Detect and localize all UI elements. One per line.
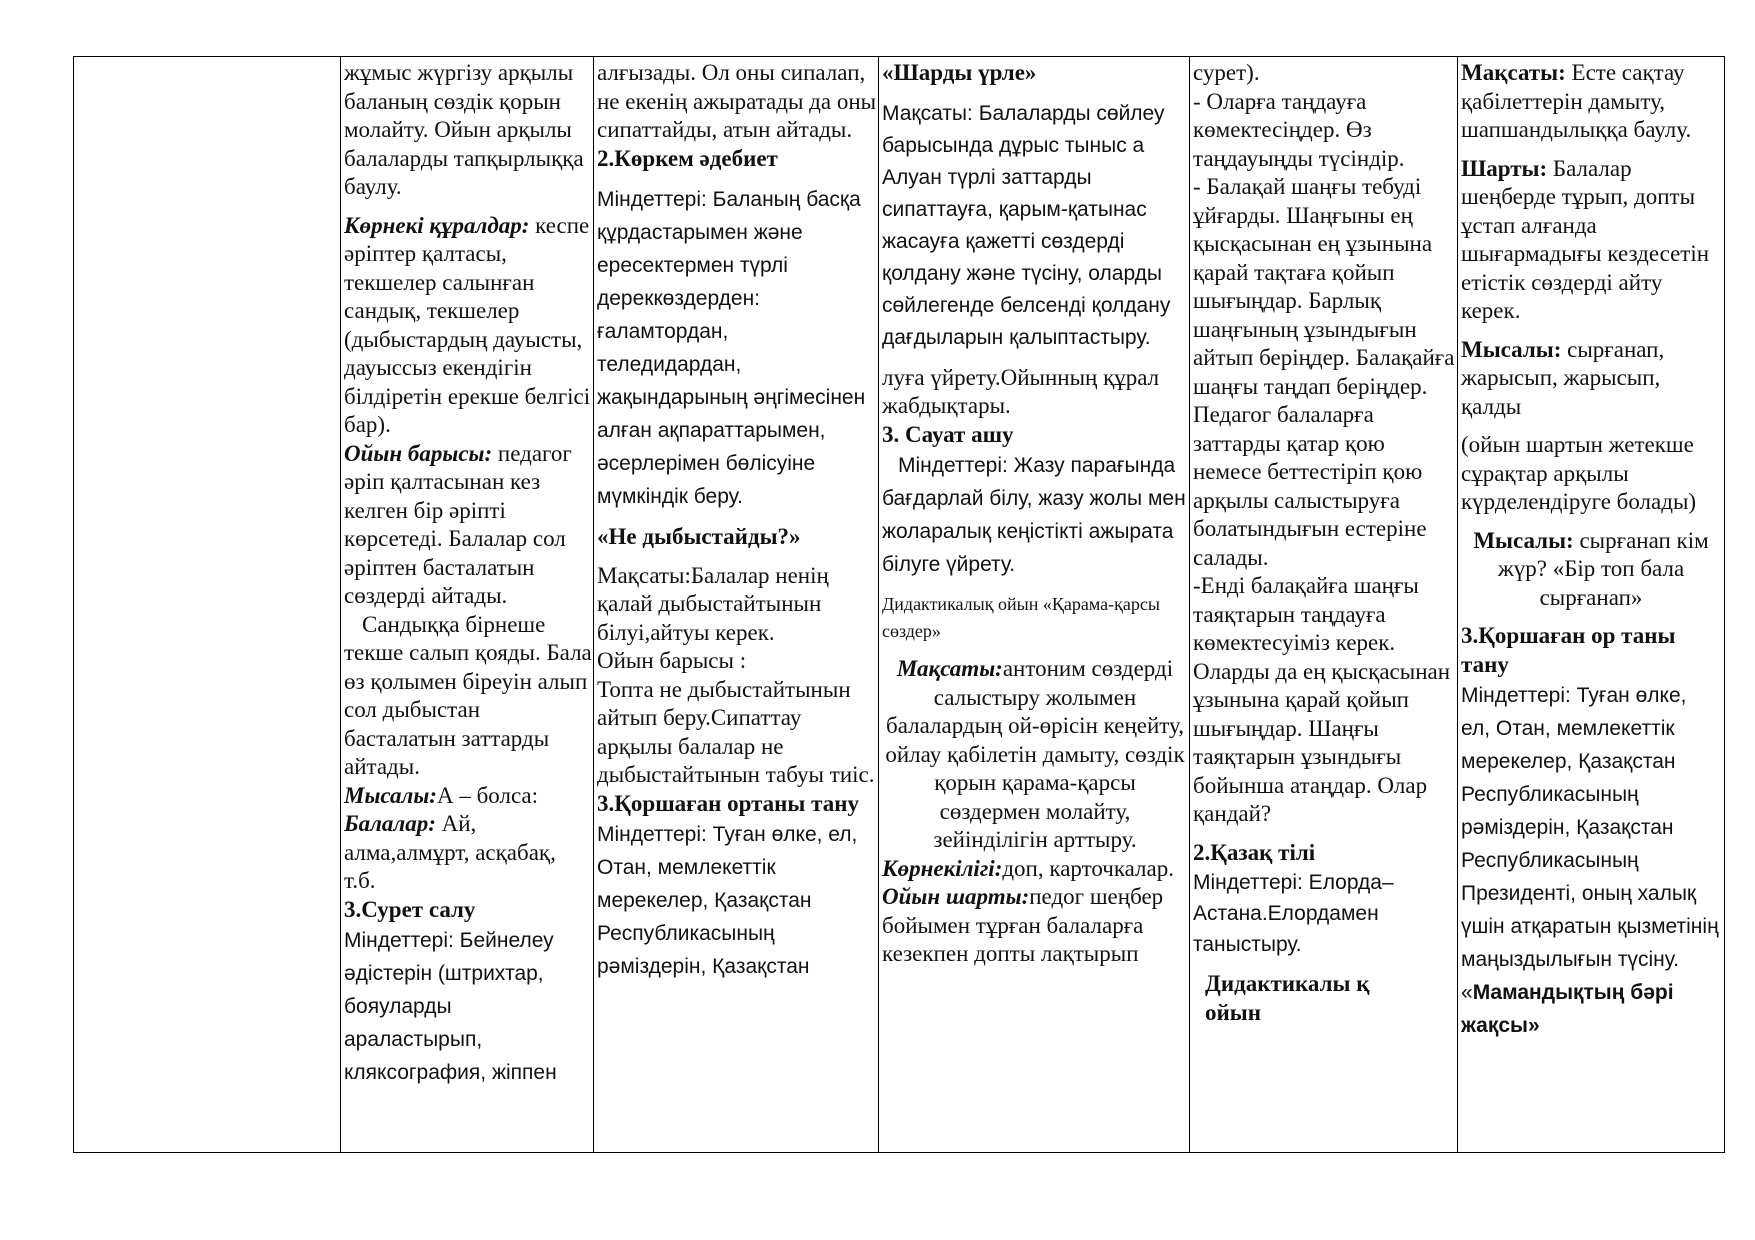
example-text: сырғанап кім жүр? «Бір топ бала сырғанап» (1497, 527, 1709, 610)
section-heading: 3.Қоршаған ор таны тану (1461, 623, 1676, 677)
goal-text: Есте сақтау қабілеттерін дамыту, шапшандылыққа баулу. (1461, 60, 1692, 142)
paragraph: жұмыс жүргізу арқылы баланың сөздік қорын молайту. Ойын арқылы балаларды тапқырлыққа баулу. (344, 60, 584, 199)
goal-label: Мақсаты: (896, 656, 1003, 681)
didactic-game-heading: Дидактикалы қ ойын (1205, 971, 1370, 1025)
paragraph: - Балақай шаңғы тебуді ұйғарды. Шаңғыны ең қысқасынан ең ұзынына қарай тақтаға қойып шығыңдар. Барлық шаңғының ұзындығын айтып беріңдер. Балақайға шаңғы таңдап беріңдер. (1193, 174, 1455, 399)
rules-label: Ойын шарты: (882, 884, 1030, 909)
goal-text: антоним сөздерді салыстыру жолымен балалардың ой-өрісін кеңейту, ойлау қабілетін дамыту, сөздік қорын қарама-қарсы сөздермен молайту, зейінділігін арттыру. (885, 656, 1185, 852)
section-heading: 3. Сауат ашу (882, 421, 1014, 447)
visual-aids-paragraph (344, 212, 592, 440)
goal-paragraph (882, 655, 1188, 855)
tasks-paragraph: Міндеттері: Туған өлке, ел, Отан, мемлекеттік мерекелер, Қазақстан Республикасының рәміздерін, Қазақстан (597, 823, 858, 978)
goal-paragraph: Мақсаты: Балаларды сөйлеу барысында дұрыс тыныс а Алуан түрлі заттарды сипаттауға, қарым-қатынас жасауға қажетті сөздерді қолдану және түсіну, оларды сөйлегенде белсенді қолдану дағдыларын қалыптастыру. (882, 101, 1171, 349)
tasks-paragraph: Міндеттері: Елорда– Астана.Елордамен таныстыру. (1193, 871, 1394, 956)
column-3-cell (880, 59, 1188, 1152)
children-paragraph (344, 810, 592, 896)
children-text: Ай, алма,алмұрт, асқабақ, т.б. (344, 811, 556, 893)
example-paragraph (1461, 527, 1721, 613)
game-title-text: Мамандықтың бәрі жақсы» (1461, 981, 1674, 1037)
example-label: Мысалы: (344, 782, 437, 808)
note-paragraph: (ойын шартын жетекше сұрақтар арқылы күрделендіруге болады) (1461, 432, 1697, 514)
visual-aids-text: кеспе әріптер қалтасы, текшелер салынған сандық, текшелер (дыбыстардың дауысты, дауыссыз екендігін білдіретін ерекше белгісі бар). (344, 212, 591, 437)
visual-aids-paragraph (882, 855, 1188, 884)
column-divider (1189, 57, 1190, 1152)
rules-paragraph (1461, 155, 1721, 326)
example-label: Мысалы: (1473, 527, 1574, 553)
column-divider (340, 57, 341, 1152)
example-label: Мысалы: (1461, 336, 1562, 362)
tasks-paragraph: Міндеттері: Жазу парағында бағдарлай білу, жазу жолы мен жоларалық кеңістікті ажырата білуге үйрету. (882, 454, 1186, 576)
rules-text: педог шеңбер бойымен тұрған балаларға кезекпен допты лақтырып (882, 884, 1164, 966)
tasks-paragraph: Міндеттері: Бейнелеу әдістерін (штрихтар, бояуларды араластырып, кляксография, жіппен (344, 929, 557, 1084)
game-progress-paragraph (344, 440, 592, 611)
example-text: А – болса: (436, 782, 539, 808)
column-4-cell (1191, 59, 1456, 1152)
example-paragraph (1461, 336, 1721, 422)
paragraph: - Оларға таңдауға көмектесіңдер. Өз таңдауыңды түсіндір. (1193, 88, 1405, 171)
didactic-game-paragraph: Дидактикалық ойын «Қарама-қарсы сөздер» (882, 594, 1160, 641)
paragraph: сурет). (1193, 60, 1260, 85)
progress-text: Топта не дыбыстайтынын айтып беру.Сипаттау арқылы балалар не дыбыстайтынын табуы тиіс. (597, 676, 875, 787)
column-5-cell (1459, 59, 1725, 1152)
visual-aids-label: Көрнекілігі: (882, 855, 1003, 881)
column-divider (1457, 57, 1458, 1152)
tasks-paragraph: Міндеттері: Туған өлке, ел, Отан, мемлекеттік мерекелер, Қазақстан Республикасының рәміздерін, Қазақстан Республикасының Президенті, оның халық үшін атқаратын қызметінің маңыздылығын түсіну. (1461, 684, 1719, 971)
rules-paragraph (882, 883, 1188, 969)
visual-aids-label: Көрнекі құралдар: (344, 212, 530, 238)
paragraph: алғызады. Ол оны сипалап, не екенің ажыратады да оны сипаттайды, атын айтады. (597, 60, 877, 142)
children-label: Балалар: (344, 811, 436, 836)
paragraph: Педагог балаларға заттарды қатар қою немесе беттестіріп қою арқылы салыстыруға болатындығын естеріне салады. (1193, 402, 1427, 570)
column-divider (593, 57, 594, 1152)
tasks-paragraph: Міндеттері: Баланың басқа құрдастарымен және ересектермен түрлі дереккөздерден: ғаламтордан, теледидардан, жақындарының әңгімесінен алған ақпараттарымен, әсерлерімен бөлісуіне мүмкіндік беру. (597, 188, 866, 508)
progress-label: Ойын барысы : (597, 648, 747, 673)
column-1-cell (342, 59, 592, 1152)
game-progress-text: педагог әріп қалтасынан кез келген бір әріпті көрсетеді. Балалар сол әріптен басталатын сөздерді айтады. (344, 440, 572, 608)
section-heading: 3.Қоршаған ортаны тану (597, 790, 859, 816)
rules-text: Балалар шеңберде тұрып, допты ұстап алғанда шығармадығы кездесетін етістік сөздерді айту керек. (1461, 155, 1710, 323)
paragraph: -Енді балақайға шаңғы таяқтарын таңдауға көмектесуіміз керек. Оларды да ең қысқасынан ұзынына қарай қойып шығыңдар. Шаңғы таяқтарын ұзындығы бойынша атаңдар. Олар қандай? (1193, 573, 1451, 826)
visual-aids-text: доп, карточкалар. (1002, 855, 1174, 881)
quote-mark: « (1461, 981, 1473, 1004)
column-2-cell (595, 59, 877, 1152)
game-title (1461, 976, 1721, 1042)
goal-paragraph (1461, 59, 1721, 145)
game-progress-label: Ойын барысы: (344, 440, 493, 466)
goal-label: Мақсаты: (1461, 60, 1566, 85)
section-heading: 2.Қазақ тілі (1193, 839, 1316, 865)
section-heading: 2.Көркем әдебиет (597, 145, 778, 171)
goal-paragraph: Мақсаты:Балалар ненің қалай дыбыстайтынын білуі,айтуы керек. (597, 562, 829, 645)
game-title: «Шарды үрле» (882, 60, 1037, 85)
column-divider (878, 57, 879, 1152)
paragraph: Сандыққа бірнеше текше салып қояды. Бала өз қолымен біреуін алып сол дыбыстан басталатын заттарды айтады. (344, 611, 592, 779)
rules-label: Шарты: (1461, 155, 1548, 181)
paragraph: луға үйрету.Ойынның құрал жабдықтары. (882, 364, 1160, 418)
lesson-plan-table (73, 56, 1725, 1153)
game-title: «Не дыбыстайды?» (597, 524, 801, 549)
section-heading: 3.Сурет салу (344, 896, 476, 922)
example-paragraph (344, 782, 592, 811)
example-text: сырғанап, жарысып, жарысып, қалды (1461, 336, 1665, 419)
